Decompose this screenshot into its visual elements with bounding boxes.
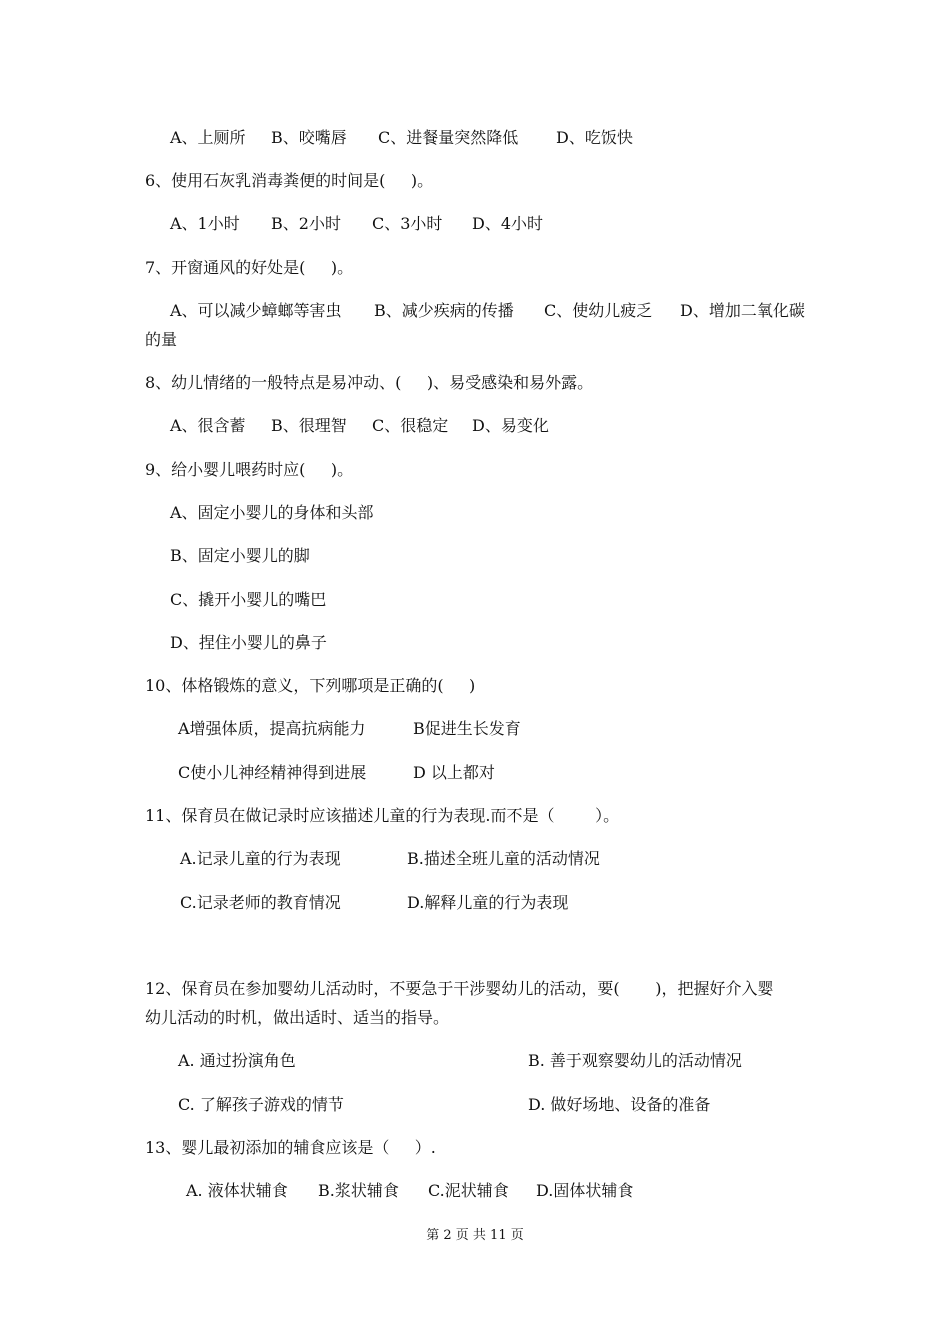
q13-option-c: C.泥状辅食 <box>428 1181 509 1200</box>
q6-question: 6、使用石灰乳消毒粪便的时间是( )。 <box>145 171 434 190</box>
q6-option-b: B、2小时 <box>271 214 341 233</box>
q8-option-b: B、很理智 <box>271 416 347 435</box>
q7-option-d-continuation: 的量 <box>145 330 178 349</box>
q11-option-c: C.记录老师的教育情况 <box>180 893 341 912</box>
q9-option-b: B、固定小婴儿的脚 <box>170 546 310 565</box>
q5-option-b: B、咬嘴唇 <box>271 128 347 147</box>
q8-option-a: A、很含蓄 <box>170 416 246 435</box>
q13-option-a: A. 液体状辅食 <box>186 1181 288 1200</box>
q7-option-d: D、增加二氧化碳 <box>680 301 805 320</box>
q12-option-b: B. 善于观察婴幼儿的活动情况 <box>528 1051 742 1070</box>
q6-option-a: A、1小时 <box>170 214 240 233</box>
q10-option-a: A增强体质，提高抗病能力 <box>178 719 366 738</box>
q8-question: 8、幼儿情绪的一般特点是易冲动、( )、易受感染和易外露。 <box>145 373 594 392</box>
q6-option-d: D、4小时 <box>472 214 544 233</box>
q12-question-line2: 幼儿活动的时机，做出适时、适当的指导。 <box>145 1008 450 1027</box>
q13-option-d: D.固体状辅食 <box>536 1181 634 1200</box>
q10-question: 10、体格锻炼的意义，下列哪项是正确的( ) <box>145 676 476 695</box>
q13-option-b: B.浆状辅食 <box>318 1181 399 1200</box>
q11-option-a: A.记录儿童的行为表现 <box>180 849 341 868</box>
q12-option-c: C. 了解孩子游戏的情节 <box>178 1095 344 1114</box>
q13-question: 13、婴儿最初添加的辅食应该是（ ）. <box>145 1138 436 1157</box>
q10-option-c: C使小儿神经精神得到进展 <box>178 763 367 782</box>
q11-option-d: D.解释儿童的行为表现 <box>407 893 569 912</box>
q7-option-a: A、可以减少蟑螂等害虫 <box>170 301 342 320</box>
q10-option-d: D 以上都对 <box>413 763 495 782</box>
q5-option-d: D、吃饭快 <box>556 128 633 147</box>
q5-option-c: C、进餐量突然降低 <box>378 128 519 147</box>
q8-option-d: D、易变化 <box>472 416 549 435</box>
q8-option-c: C、很稳定 <box>372 416 449 435</box>
q9-option-d: D、捏住小婴儿的鼻子 <box>170 633 327 652</box>
q9-option-c: C、撬开小婴儿的嘴巴 <box>170 590 327 609</box>
q10-option-b: B促进生长发育 <box>413 719 521 738</box>
page-number-footer: 第 2 页 共 11 页 <box>426 1228 524 1243</box>
q6-option-c: C、3小时 <box>372 214 443 233</box>
q12-question-line1: 12、保育员在参加婴幼儿活动时，不要急于干涉婴幼儿的活动，要( )，把握好介入婴 <box>145 979 774 998</box>
q12-option-d: D. 做好场地、设备的准备 <box>528 1095 711 1114</box>
q9-question: 9、给小婴儿喂药时应( )。 <box>145 460 354 479</box>
q7-option-b: B、减少疾病的传播 <box>374 301 514 320</box>
q11-question: 11、保育员在做记录时应该描述儿童的行为表现.而不是（ ）。 <box>145 806 620 825</box>
q11-option-b: B.描述全班儿童的活动情况 <box>407 849 600 868</box>
q12-option-a: A. 通过扮演角色 <box>178 1051 296 1070</box>
q9-option-a: A、固定小婴儿的身体和头部 <box>170 503 374 522</box>
q7-question: 7、开窗通风的好处是( )。 <box>145 258 354 277</box>
q7-option-c: C、使幼儿疲乏 <box>544 301 653 320</box>
q5-option-a: A、上厕所 <box>170 128 246 147</box>
